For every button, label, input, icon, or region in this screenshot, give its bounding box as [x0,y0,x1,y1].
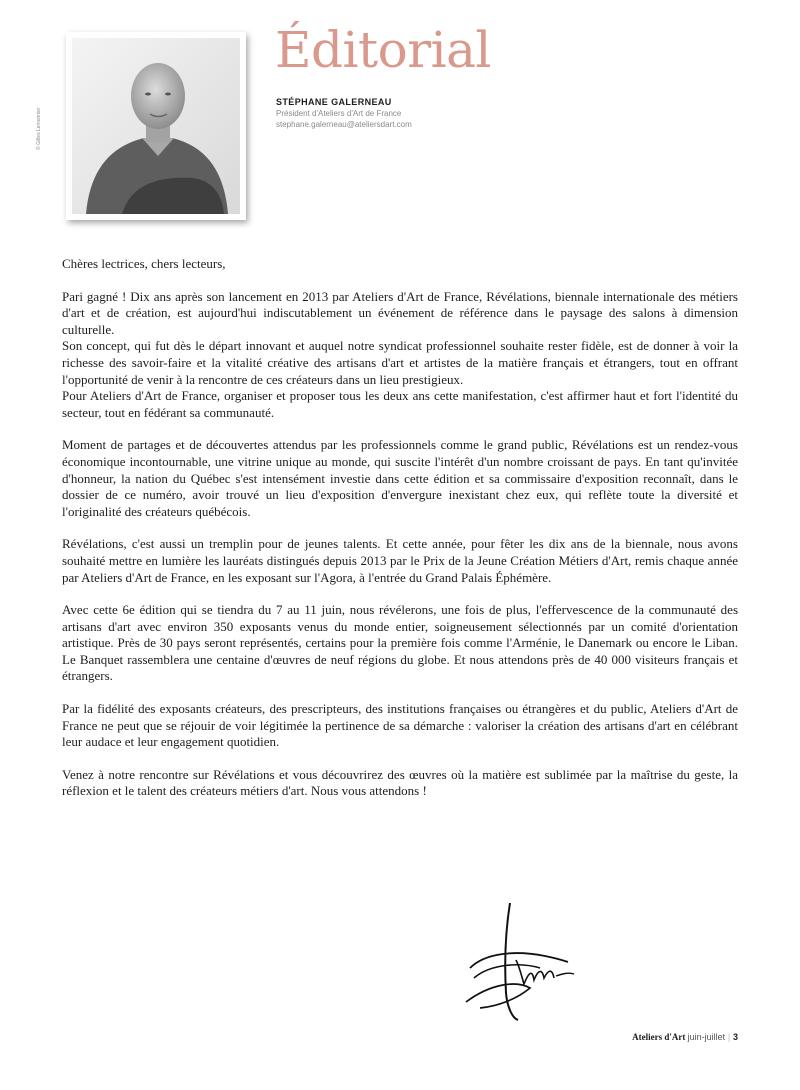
paragraph-2: Son concept, qui fut dès le départ innovant et auquel notre syndicat professionnel souhaite rester fidèle, est de donner à voir la richesse des savoir-faire et la vitalité créative des artisans d'art et artistes de la matière français et étrangers, tout en offrant l'opportunité de venir à la rencontre de ces créateurs dans un lieu prestigieux. [62,338,738,387]
page-footer [632,1032,738,1042]
author-role: Président d'Ateliers d'Art de France [276,109,402,118]
paragraph-6: Avec cette 6e édition qui se tiendra du 7 au 11 juin, nous révélerons, une fois de plus, l'effervescence de la communauté des artisans d'art avec environ 350 exposants venus du monde entier, soigneusement sélectionnés par un comité d'orientation artistique. Près de 30 pays seront représentés, certains pour la première fois comme l'Arménie, le Danemark ou encore le Liban. Le Banquet rassemblera une centaine d'œuvres de neuf régions du globe. Et nous attendons près de 40 000 visiteurs français et étrangers. [62,602,738,684]
author-portrait-image [72,38,240,214]
paragraph-3: Pour Ateliers d'Art de France, organiser et proposer tous les deux ans cette manifestation, c'est affirmer haut et fort l'identité du secteur, tout en fédérant sa communauté. [62,388,738,420]
paragraph-5: Révélations, c'est aussi un tremplin pour de jeunes talents. Et cette année, pour fêter les dix ans de la biennale, nous avons souhaité mettre en lumière les lauréats distingués depuis 2013 par le Prix de la Jeune Création Métiers d'Art, remis chaque année par Ateliers d'Art de France, en les exposant sur l'Agora, à l'entrée du Grand Palais Éphémère. [62,536,738,585]
editorial-body [62,256,738,800]
footer-separator: | [728,1032,730,1042]
author-photo-frame [66,32,246,220]
author-photo [72,38,240,214]
page-title: Éditorial [275,21,491,79]
page-number: 3 [732,1032,738,1042]
paragraph-8: Venez à notre rencontre sur Révélations et vous découvrirez des œuvres où la matière est sublimée par la maîtrise du geste, la réflexion et le talent des créateurs métiers d'art. Nous vous attendons ! [62,766,738,799]
author-name: STÉPHANE GALERNEAU [276,97,392,107]
author-email-link[interactable]: stephane.galerneau@ateliersdart.com [276,120,412,129]
photo-credit: © Gilles Lemonnier [36,107,42,150]
signature-image [460,898,580,1023]
author-block [276,96,412,130]
paragraph-4: Moment de partages et de découvertes attendus par les professionnels comme le grand public, Révélations est un rendez-vous économique incontournable, une vitrine unique au monde, qui suscite l'intérêt d'un nombre croissant de pays. En tant qu'invitée d'honneur, la nation du Québec s'est intensément investie dans cette édition et sa commissaire d'exposition reconnaît, dans le dossier de ce numéro, avoir trouvé un lieu d'exposition d'envergure inexistant chez eux, qui reflète toute la diversité et l'originalité des créateurs québécois. [62,437,738,519]
magazine-name: Ateliers d'Art [632,1032,686,1042]
issue-label: juin-juillet [687,1032,726,1042]
paragraph-7: Par la fidélité des exposants créateurs, des prescripteurs, des institutions françaises ou étrangères et du public, Ateliers d'Art de France ne peut que se réjouir de voir légitimée la pertinence de sa démarche : valoriser la création des artisans d'art en célébrant leur audace et leur engagement quotidien. [62,701,738,750]
paragraph-1: Pari gagné ! Dix ans après son lancement en 2013 par Ateliers d'Art de France, Révélations, biennale internationale des métiers d'art et de création, est aujourd'hui indiscutablement un événement de référence dans le paysage des salons à dimension culturelle. [62,288,738,337]
salutation: Chères lectrices, chers lecteurs, [62,256,226,271]
